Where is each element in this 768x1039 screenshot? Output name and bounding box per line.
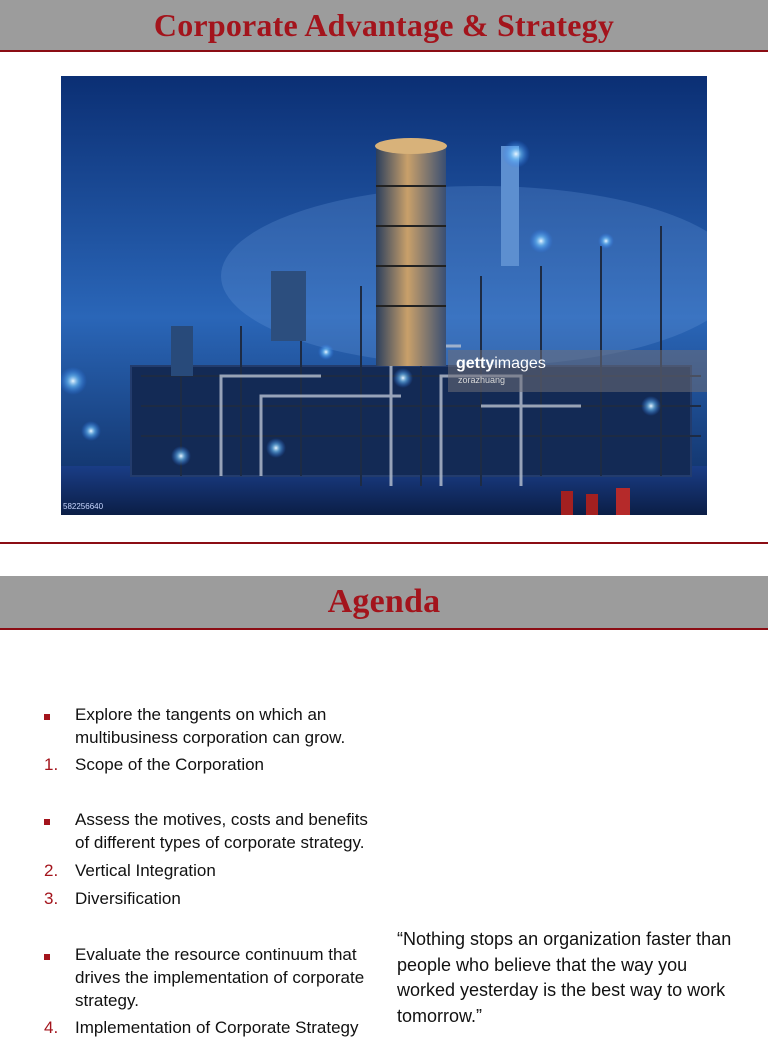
quote-text: “Nothing stops an organization faster than people who believe that the way you worked yesterday is the best way to work tomorrow.” — [397, 929, 732, 1026]
slide-divider — [0, 542, 768, 544]
getty-watermark — [448, 350, 707, 392]
number-marker: 3. — [44, 889, 59, 908]
square-bullet-icon — [44, 714, 50, 720]
slide2-title: Agenda — [327, 583, 441, 620]
watermark-brand-bold: getty — [456, 355, 495, 372]
agenda-bullet-item — [44, 808, 384, 854]
photo-id: 582256640 — [63, 502, 104, 511]
agenda-item-text: Vertical Integration — [75, 861, 216, 880]
square-bullet-icon — [44, 819, 50, 825]
agenda-item-text: Scope of the Corporation — [75, 755, 265, 774]
refinery-illustration — [61, 76, 707, 515]
watermark-brand-regular: images — [494, 355, 546, 372]
refinery-photo — [61, 76, 707, 515]
slide1-title-bar — [0, 0, 768, 52]
agenda-item-text: Evaluate the resource continuum that drives the implementation of corporate strategy. — [75, 945, 365, 1010]
watermark-brand — [456, 356, 546, 372]
agenda-numbered-item — [44, 753, 384, 776]
number-marker: 1. — [44, 755, 59, 774]
agenda-bullet-item — [44, 943, 384, 1012]
agenda-numbered-item — [44, 887, 384, 910]
slide2-title-bar — [0, 576, 768, 630]
agenda-item-text: Assess the motives, costs and benefits of different types of corporate strategy. — [75, 810, 368, 852]
agenda-numbered-item — [44, 859, 384, 882]
number-marker: 4. — [44, 1018, 59, 1037]
agenda-item-text: Implementation of Corporate Strategy — [75, 1018, 359, 1037]
agenda-bullet-item — [44, 703, 384, 749]
bullet-marker — [44, 943, 70, 966]
agenda-item-text: Explore the tangents on which an multibusiness corporation can grow. — [75, 705, 346, 747]
square-bullet-icon — [44, 954, 50, 960]
bullet-marker — [44, 703, 70, 726]
bullet-marker — [44, 808, 70, 831]
number-marker: 2. — [44, 861, 59, 880]
agenda-item-text: Diversification — [75, 889, 181, 908]
watermark-author: zorazhuang — [458, 375, 506, 385]
slide1-title: Corporate Advantage & Strategy — [153, 6, 615, 43]
agenda-numbered-item — [44, 1016, 384, 1039]
